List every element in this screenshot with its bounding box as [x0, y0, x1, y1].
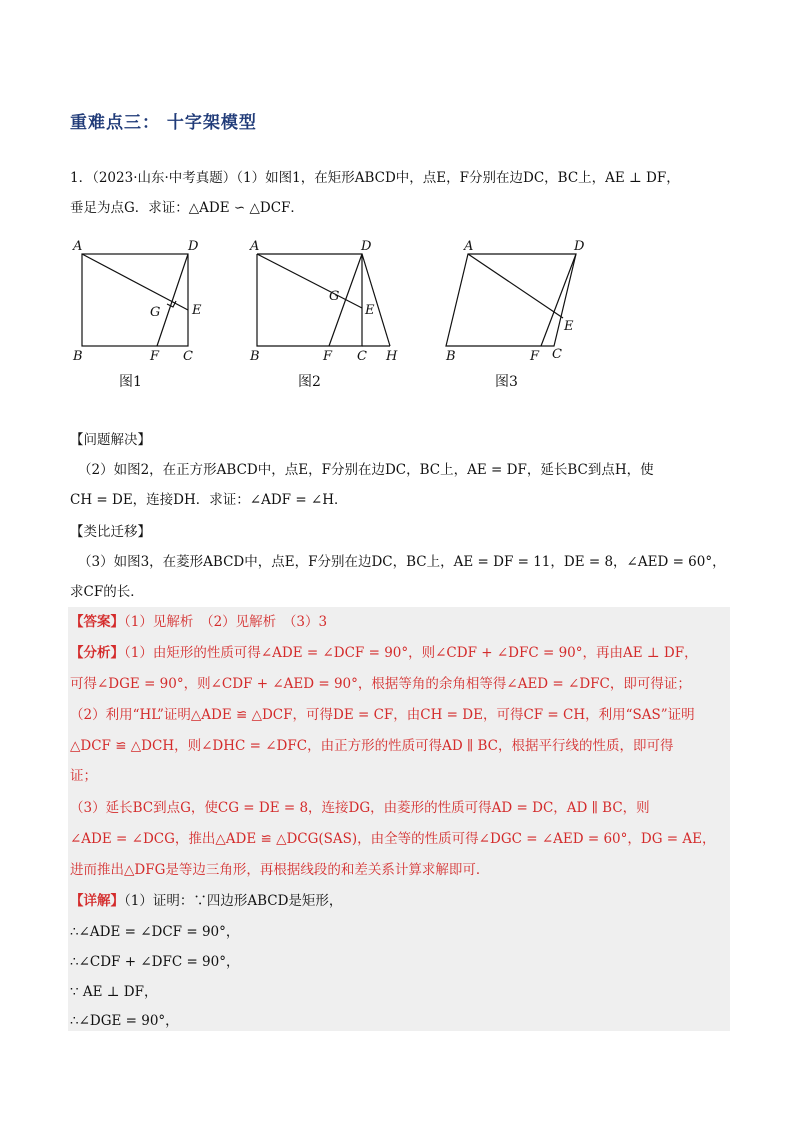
fig2-label-E: E	[365, 303, 375, 318]
figure-2-caption: 图2	[298, 374, 321, 390]
fig1-label-A: A	[73, 239, 83, 254]
answer-line	[70, 612, 730, 632]
section-problem-solving: 【问题解决】	[70, 432, 151, 448]
analysis-line-4: △DCF ≌ △DCH，则∠DHC = ∠DFC，由正方形的性质可得AD ∥ BC，根据平行线的性质，即可得	[70, 738, 674, 754]
part3-line-2: 求CF的长．	[70, 584, 144, 600]
analysis-text-1: （1）由矩形的性质可得∠ADE = ∠DCF = 90°，则∠CDF + ∠DFC = 90°，再由AE ⊥ DF，	[124, 645, 698, 661]
fig2-label-G: G	[329, 289, 340, 304]
figure-2	[245, 232, 420, 368]
fig3-label-E: E	[564, 319, 574, 334]
figure-3-caption: 图3	[495, 374, 518, 390]
fig3-label-B: B	[446, 349, 456, 364]
fig1-label-G: G	[150, 305, 161, 320]
fig2-label-H: H	[386, 349, 398, 364]
detail-line-3: ∴∠CDF + ∠DFC = 90°，	[70, 954, 240, 970]
fig2-label-F: F	[323, 349, 333, 364]
section-analogy: 【类比迁移】	[70, 524, 151, 540]
fig3-label-C: C	[552, 347, 562, 362]
part2-line-1: （2）如图2，在正方形ABCD中，点E，F分别在边DC，BC上，AE = DF，延长BC到点H，使	[78, 462, 654, 478]
problem-line-1: 1．（2023·山东·中考真题）（1）如图1，在矩形ABCD中，点E，F分别在边DC，BC上，AE ⊥ DF，	[70, 170, 680, 186]
problem-line-2: 垂足为点G．求证：△ADE ∽ △DCF．	[70, 200, 304, 216]
figure-3	[442, 232, 602, 368]
section-heading: 重难点三： 十字架模型	[70, 113, 257, 133]
fig2-label-B: B	[250, 349, 260, 364]
figure-1	[70, 232, 210, 368]
detail-first: （1）证明：∵四边形ABCD是矩形，	[124, 893, 343, 909]
detail-line-1	[70, 891, 730, 911]
fig3-label-F: F	[530, 349, 540, 364]
figure-1-caption: 图1	[119, 374, 142, 390]
answer-tag: 【答案】	[70, 614, 124, 630]
analysis-line-1	[70, 643, 730, 663]
analysis-line-5: 证；	[70, 768, 97, 784]
fig2-label-A: A	[250, 239, 260, 254]
detail-line-2: ∴∠ADE = ∠DCF = 90°，	[70, 924, 240, 940]
analysis-line-3: （2）利用“HL”证明△ADE ≌ △DCF，可得DE = CF，由CH = DE，可得CF = CH，利用“SAS”证明	[70, 707, 695, 723]
analysis-line-8: 进而推出△DFG是等边三角形，再根据线段的和差关系计算求解即可．	[70, 862, 490, 878]
answer-text: （1）见解析 （2）见解析 （3）3	[124, 614, 328, 630]
fig1-label-B: B	[73, 349, 83, 364]
part3-line-1: （3）如图3，在菱形ABCD中，点E，F分别在边DC，BC上，AE = DF = 11，DE = 8，∠AED = 60°，	[78, 554, 726, 570]
detail-line-4: ∵ AE ⊥ DF，	[70, 984, 158, 1000]
analysis-line-6: （3）延长BC到点G，使CG = DE = 8，连接DG，由菱形的性质可得AD = DC，AD ∥ BC，则	[70, 800, 650, 816]
fig1-label-C: C	[183, 349, 193, 364]
fig2-label-D: D	[361, 239, 372, 254]
detail-tag: 【详解】	[70, 893, 124, 909]
fig1-label-D: D	[188, 239, 199, 254]
fig3-label-A: A	[464, 239, 474, 254]
detail-line-5: ∴∠DGE = 90°，	[70, 1013, 179, 1029]
fig1-label-E: E	[192, 303, 202, 318]
fig2-label-C: C	[357, 349, 367, 364]
fig3-label-D: D	[574, 239, 585, 254]
fig1-label-F: F	[150, 349, 160, 364]
analysis-line-7: ∠ADE = ∠DCG，推出△ADE ≌ △DCG(SAS)，由全等的性质可得∠DGC = ∠AED = 60°，DG = AE，	[70, 831, 716, 847]
analysis-line-2: 可得∠DGE = 90°，则∠CDF + ∠AED = 90°，根据等角的余角相等得∠AED = ∠DFC，即可得证；	[70, 676, 691, 692]
analysis-tag: 【分析】	[70, 645, 124, 661]
part2-line-2: CH = DE，连接DH．求证：∠ADF = ∠H．	[70, 492, 348, 508]
